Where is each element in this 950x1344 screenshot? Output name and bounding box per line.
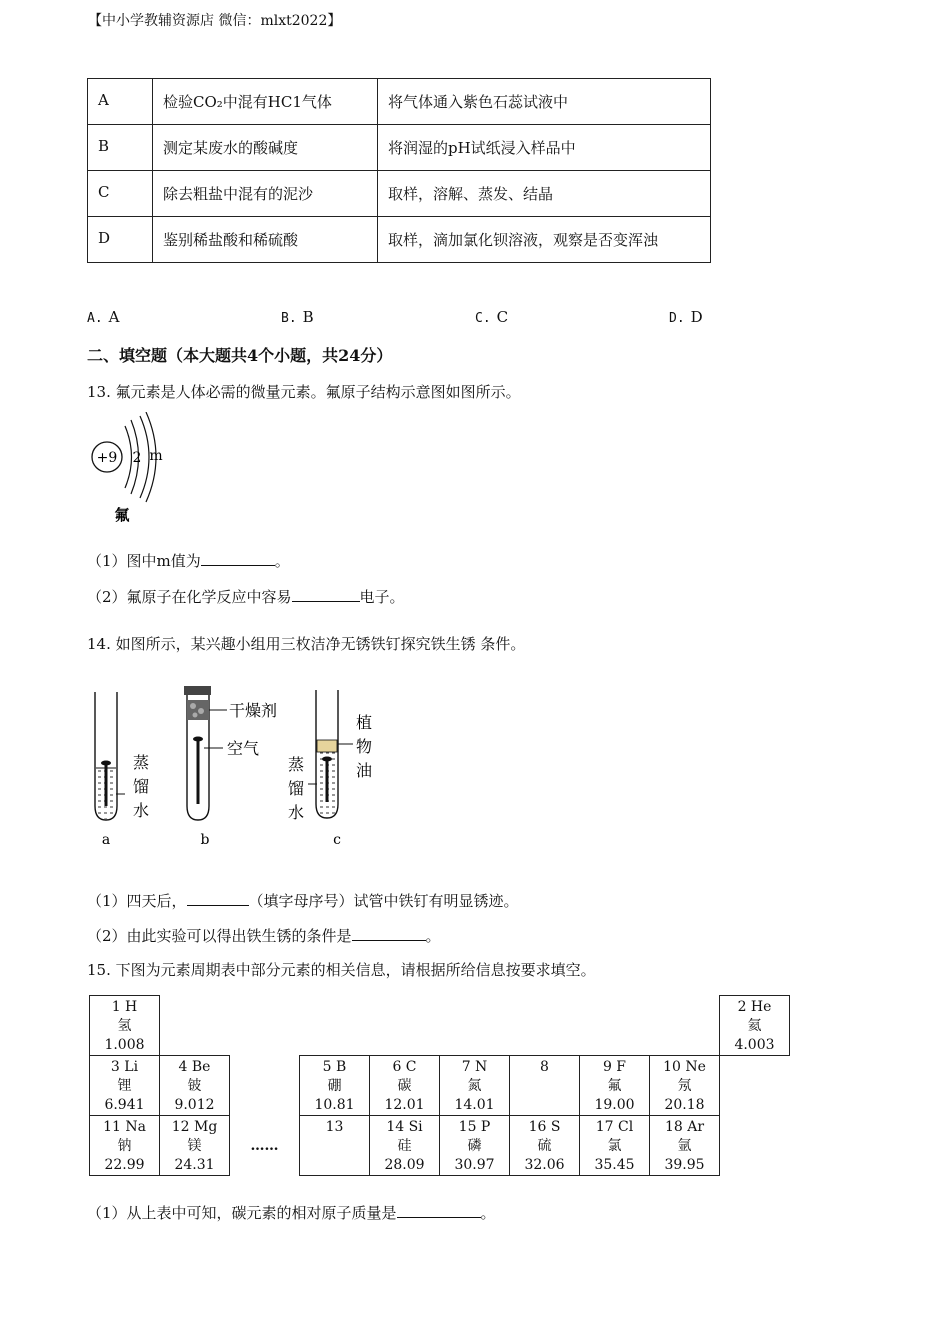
element-cell-be: 4 Be 铍 9.012 [160,1056,230,1116]
element-cell-h: 1 H 氢 1.008 [90,996,160,1056]
tube-a-label: a [101,832,111,848]
purpose-cell: 测定某废水的酸碱度 [153,125,378,171]
option-d[interactable] [669,308,703,326]
element-cell-o: 8 [510,1056,580,1116]
option-c[interactable] [475,308,508,326]
table-row [90,996,790,1056]
table-row [90,1056,790,1116]
table-row [90,1116,790,1176]
q15-p1-pre: （1）从上表中可知，碳元素的相对原子质量是 [87,1204,397,1222]
q12-table [87,78,711,263]
method-cell: 取样，溶解、蒸发、结晶 [378,171,711,217]
label-water-c-2: 馏 [288,779,305,798]
option-text: B [302,308,314,326]
answer-blank[interactable] [292,587,360,602]
q13-p2-pre: （2）氟原子在化学反应中容易 [87,588,292,606]
element-cell-na: 11 Na 钠 22.99 [90,1116,160,1176]
label-water-c-1: 蒸 [288,755,305,774]
ellipsis: …… [250,1138,279,1154]
element-cell-mg: 12 Mg 镁 24.31 [160,1116,230,1176]
q14-part2 [87,925,441,946]
method-cell: 将气体通入紫色石蕊试液中 [378,79,711,125]
option-text: A [108,308,120,326]
q15-part1 [87,1202,496,1223]
table-row [88,79,711,125]
option-cell: C [88,171,153,217]
label-desiccant: 干燥剂 [229,701,278,720]
answer-blank[interactable] [397,1203,481,1218]
diagram-caption: 氟 [114,506,130,524]
option-cell: B [88,125,153,171]
svg-text:蒸 馏 水 [133,753,154,820]
label-water-c-3: 水 [288,803,305,822]
element-cell-b: 5 B 硼 10.81 [300,1056,370,1116]
element-cell-p: 15 P 磷 30.97 [440,1116,510,1176]
option-letter: A. [87,311,103,326]
answer-blank[interactable] [187,891,249,906]
q13-stem: 13. 氟元素是人体必需的微量元素。氟原子结构示意图如图所示。 [87,383,521,401]
tube-c [288,690,377,848]
table-row [88,171,711,217]
option-cell: A [88,79,153,125]
q14-p1-post: （填字母序号）试管中铁钉有明显锈迹。 [248,892,519,910]
option-text: C [496,308,509,326]
element-cell-cl: 17 Cl 氯 35.45 [580,1116,650,1176]
svg-text:蒸 馏 水 [288,755,309,822]
tube-c-label: c [333,832,341,848]
element-cell-s: 16 S 硫 32.06 [510,1116,580,1176]
periodic-table [89,995,790,1176]
option-a[interactable] [87,308,120,326]
q14-p1-pre: （1）四天后， [87,892,187,910]
tube-b [184,686,277,848]
q13-p2-post: 电子。 [359,588,405,606]
purpose-cell: 鉴别稀盐酸和稀硫酸 [153,217,378,263]
label-oil-1: 植 [356,713,373,732]
purpose-cell: 除去粗盐中混有的泥沙 [153,171,378,217]
nucleus-charge: +9 [96,450,118,466]
label-water-1: 蒸 [133,753,150,772]
element-cell-ne: 10 Ne 氖 20.18 [650,1056,720,1116]
q15-p1-post: 。 [480,1204,496,1222]
q14-p2-pre: （2）由此实验可以得出铁生锈的条件是 [87,927,352,945]
option-letter: D. [669,311,685,326]
label-air: 空气 [227,739,260,758]
element-cell-c: 6 C 碳 12.01 [370,1056,440,1116]
element-cell-n: 7 N 氮 14.01 [440,1056,510,1116]
element-cell-f: 9 F 氟 19.00 [580,1056,650,1116]
purpose-cell: 检验CO₂中混有HC1气体 [153,79,378,125]
tube-a [95,692,154,848]
answer-blank[interactable] [201,551,275,566]
element-cell-si: 14 Si 硅 28.09 [370,1116,440,1176]
shell-1-electrons: 2 [132,450,142,466]
element-cell-al: 13 [300,1116,370,1176]
option-b[interactable] [281,308,314,326]
option-text: D [690,308,703,326]
q15-stem: 15. 下图为元素周期表中部分元素的相关信息，请根据所给信息按要求填空。 [87,961,596,979]
answer-blank[interactable] [352,926,426,941]
element-cell-he: 2 He 氦 4.003 [720,996,790,1056]
q14-part1 [87,890,519,911]
svg-text:植 物 油 [356,713,377,780]
element-cell-ar: 18 Ar 氩 39.95 [650,1116,720,1176]
option-letter: B. [281,311,297,326]
q13-part1 [87,550,290,571]
element-cell-li: 3 Li 锂 6.941 [90,1056,160,1116]
label-oil-3: 油 [356,761,373,780]
method-cell: 将润湿的pH试纸浸入样品中 [378,125,711,171]
tube-b-label: b [200,832,210,848]
label-water-3: 水 [133,801,150,820]
label-oil-2: 物 [356,737,373,756]
q13-part2 [87,586,405,607]
method-cell: 取样，滴加氯化钡溶液，观察是否变浑浊 [378,217,711,263]
shell-2-electrons: m [149,448,163,464]
option-letter: C. [475,311,491,326]
table-row [88,125,711,171]
page-header: 【中小学教辅资源店 微信：mlxt2022】 [88,13,342,29]
test-tube-diagram [85,684,395,854]
table-row [88,217,711,263]
label-water-2: 馏 [133,777,150,796]
option-cell: D [88,217,153,263]
q13-p1-post: 。 [274,552,290,570]
section-title: 二、填空题（本大题共4个小题，共24分） [87,346,393,365]
q13-p1-pre: （1）图中m值为 [87,552,201,570]
q14-p2-post: 。 [425,927,441,945]
q14-stem: 14. 如图所示，某兴趣小组用三枚洁净无锈铁钉探究铁生锈 条件。 [87,635,526,653]
atom-structure-diagram [88,412,178,530]
